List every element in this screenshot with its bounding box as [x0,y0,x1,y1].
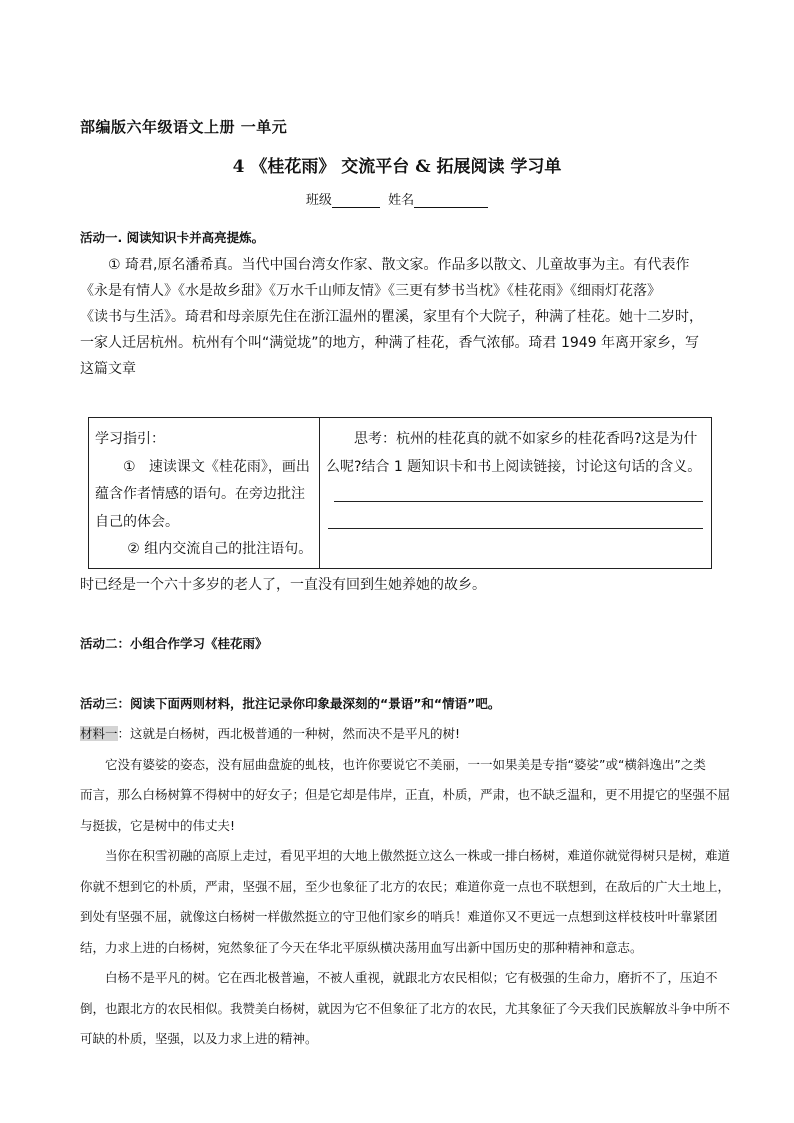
material-line: 到处有坚强不屈，就像这白杨树一样傲然挺立的守卫他们家乡的哨兵！难道你又不更远一点想到这样枝枝叶叶靠紧团 [80,909,718,924]
material-line: 可缺的朴质，坚强，以及力求上进的精神。 [80,1031,318,1046]
think-question: 思考：杭州的桂花真的就不如家乡的桂花香吗?这是为什么呢?结合 1 题知识卡和书上阅读链接，讨论这句话的含义。 [326,431,702,475]
material-line: 而言，那么白杨树算不得树中的好女子；但是它却是伟岸，正直，朴质，严肃，也不缺乏温和，更不用提它的坚强不屈 [80,787,731,802]
activity1-heading: 活动一. 阅读知识卡并高亮提炼。 [80,230,265,245]
material-line: 当你在积雪初融的高原上走过，看见平坦的大地上傲然挺立这么一株或一排白杨树，难道你就觉得树只是树，难道 [105,848,731,863]
material-line: 白杨不是平凡的树。它在西北极普遍，不被人重视，就跟北方农民相似；它有极强的生命力，磨折不了，压迫不 [105,970,718,985]
page-title: 4 《桂花雨》 交流平台 & 拓展阅读 学习单 [232,157,562,177]
guide-title: 学习指引： [95,431,165,447]
activity2-heading: 活动二：小组合作学习《桂花雨》 [80,636,268,651]
name-blank[interactable] [414,193,488,208]
knowledge-line: 《永是有情人》《水是故乡甜》《万水千山师友情》《三更有梦书当枕》《桂花雨》《细雨灯花落》 [80,283,661,299]
guide-item-1-text: 速读课文《桂花雨》，画出蕴含作者情感的语句。在旁边批注自己的体会。 [95,458,310,530]
material-line: 你就不想到它的朴质，严肃，坚强不屈，至少也象征了北方的农民；难道你竟一点也不联想到，在敌后的广大土地上， [80,878,731,894]
material-line: 结，力求上进的白杨树，宛然象征了今天在华北平原纵横决荡用血写出新中国历史的那种精神和意志。 [80,939,643,955]
material-tag: 材料一 [80,726,118,741]
study-guide-cell [89,418,320,569]
knowledge-line: 《读书与生活》。琦君和母亲原先住在浙江温州的瞿溪，家里有个大院子，种满了桂花。她十二岁时， [80,309,703,325]
material-first-text: ：这就是白杨树，西北极普通的一种树，然而决不是平凡的树! [117,726,461,741]
name-label: 姓名 [388,193,415,208]
knowledge-line: ① 琦君,原名潘希真。当代中国台湾女作家、散文家。作品多以散文、儿童故事为主。有代表作 [108,257,690,273]
material-first-line [80,719,720,750]
class-label: 班级 [305,193,332,208]
answer-line[interactable] [328,508,703,529]
material-line: 它没有婆娑的姿态，没有屈曲盘旋的虬枝，也许你要说它不美丽，一一如果美是专指“婆娑”或“横斜逸出”之类 [105,756,706,772]
study-guide-table [88,417,712,569]
guide-item-2: ② 组内交流自己的批注语句。 [127,541,313,557]
knowledge-line: 这篇文章 [80,361,136,377]
knowledge-line: 一家人迁居杭州。杭州有个叫“满觉垅”的地方，种满了桂花，香气浓郁。琦君 1949 年离开家乡，写 [80,335,700,351]
material-line: 与挺拔，它是树中的伟丈夫! [80,817,236,833]
guide-item-1-number: ① [123,458,136,475]
material-one [80,719,731,1055]
guide-item-1 [95,454,313,537]
page-subtitle: 部编版六年级语文上册 一单元 [80,118,288,136]
knowledge-card [80,252,712,382]
material-line: 倒，也跟北方的农民相似。我赞美白杨树，就因为它不但象征了北方的农民，尤其象征了今天我们民族解放斗争中所不 [80,1000,731,1016]
class-blank[interactable] [332,193,380,208]
answer-line[interactable] [334,481,703,502]
after-table-text: 时已经是一个六十多岁的老人了，一直没有回到生她养她的故乡。 [80,577,486,593]
class-name-line [0,189,794,208]
think-cell [320,418,712,569]
activity3-heading: 活动三：阅读下面两则材料，批注记录你印象最深刻的“景语”和“情语”吧。 [80,696,501,711]
